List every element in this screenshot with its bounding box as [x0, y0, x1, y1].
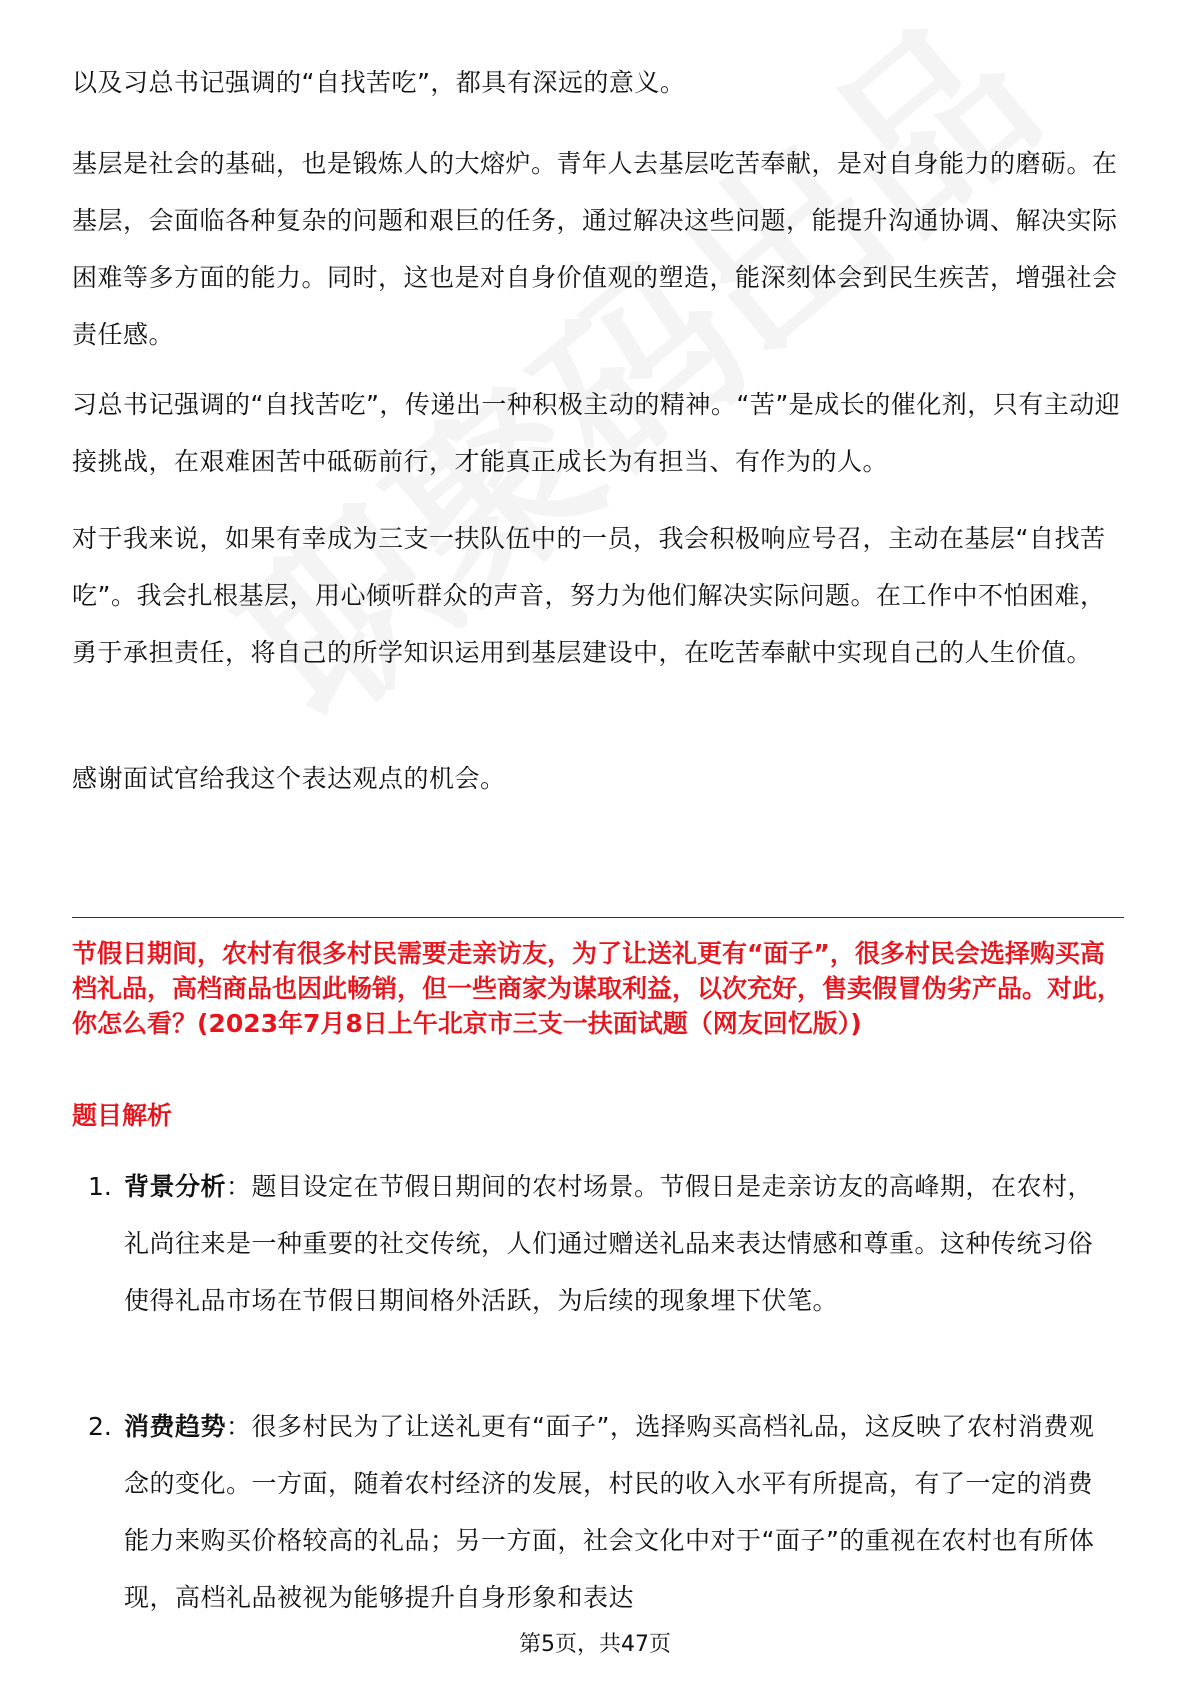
analysis-item-body	[124, 1398, 1118, 1626]
section-divider	[72, 917, 1124, 918]
analysis-item-number: 1.	[88, 1172, 112, 1201]
question-heading: 节假日期间，农村有很多村民需要走亲访友，为了让送礼更有“面子”，很多村民会选择购买高档礼品，高档商品也因此畅销，但一些商家为谋取利益，以次充好，售卖假冒伪劣产品。对此，你怎么看？(2023年7月8日上午北京市三支一扶面试题（网友回忆版）)	[72, 939, 1123, 1038]
analysis-item-2	[88, 1398, 1118, 1626]
page-number-footer: 第5页，共47页	[519, 1632, 671, 1657]
analysis-item-text: ：题目设定在节假日期间的农村场景。节假日是走亲访友的高峰期，在农村，礼尚往来是一种重要的社交传统，人们通过赠送礼品来表达情感和尊重。这种传统习俗使得礼品市场在节假日期间格外活跃，为后续的现象埋下伏笔。	[124, 1172, 1094, 1315]
paragraph-1: 以及习总书记强调的“自找苦吃”，都具有深远的意义。	[72, 68, 686, 97]
paragraph-2: 基层是社会的基础，也是锻炼人的大熔炉。青年人去基层吃苦奉献，是对自身能力的磨砺。在基层，会面临各种复杂的问题和艰巨的任务，通过解决这些问题，能提升沟通协调、解决实际困难等多方面的能力。同时，这也是对自身价值观的塑造，能深刻体会到民生疾苦，增强社会责任感。	[72, 149, 1118, 349]
analysis-item-term: 消费趋势	[124, 1412, 227, 1441]
analysis-item-1	[88, 1158, 1118, 1329]
analysis-item-number: 2.	[88, 1412, 112, 1441]
paragraph-3: 习总书记强调的“自找苦吃”，传递出一种积极主动的精神。“苦”是成长的催化剂，只有主动迎接挑战，在艰难困苦中砥砺前行，才能真正成长为有担当、有作为的人。	[72, 390, 1121, 476]
paragraph-5: 感谢面试官给我这个表达观点的机会。	[72, 764, 506, 793]
analysis-title: 题目解析	[72, 1101, 173, 1130]
analysis-item-term: 背景分析	[124, 1172, 227, 1201]
analysis-item-text: ：很多村民为了让送礼更有“面子”，选择购买高档礼品，这反映了农村消费观念的变化。一方面，随着农村经济的发展，村民的收入水平有所提高，有了一定的消费能力来购买价格较高的礼品；另一方面，社会文化中对于“面子”的重视在农村也有所体现，高档礼品被视为能够提升自身形象和表达	[124, 1412, 1095, 1612]
analysis-item-body	[124, 1158, 1118, 1329]
paragraph-4: 对于我来说，如果有幸成为三支一扶队伍中的一员，我会积极响应号召，主动在基层“自找苦吃”。我会扎根基层，用心倾听群众的声音，努力为他们解决实际问题。在工作中不怕困难，勇于承担责任，将自己的所学知识运用到基层建设中，在吃苦奉献中实现自己的人生价值。	[72, 524, 1106, 667]
